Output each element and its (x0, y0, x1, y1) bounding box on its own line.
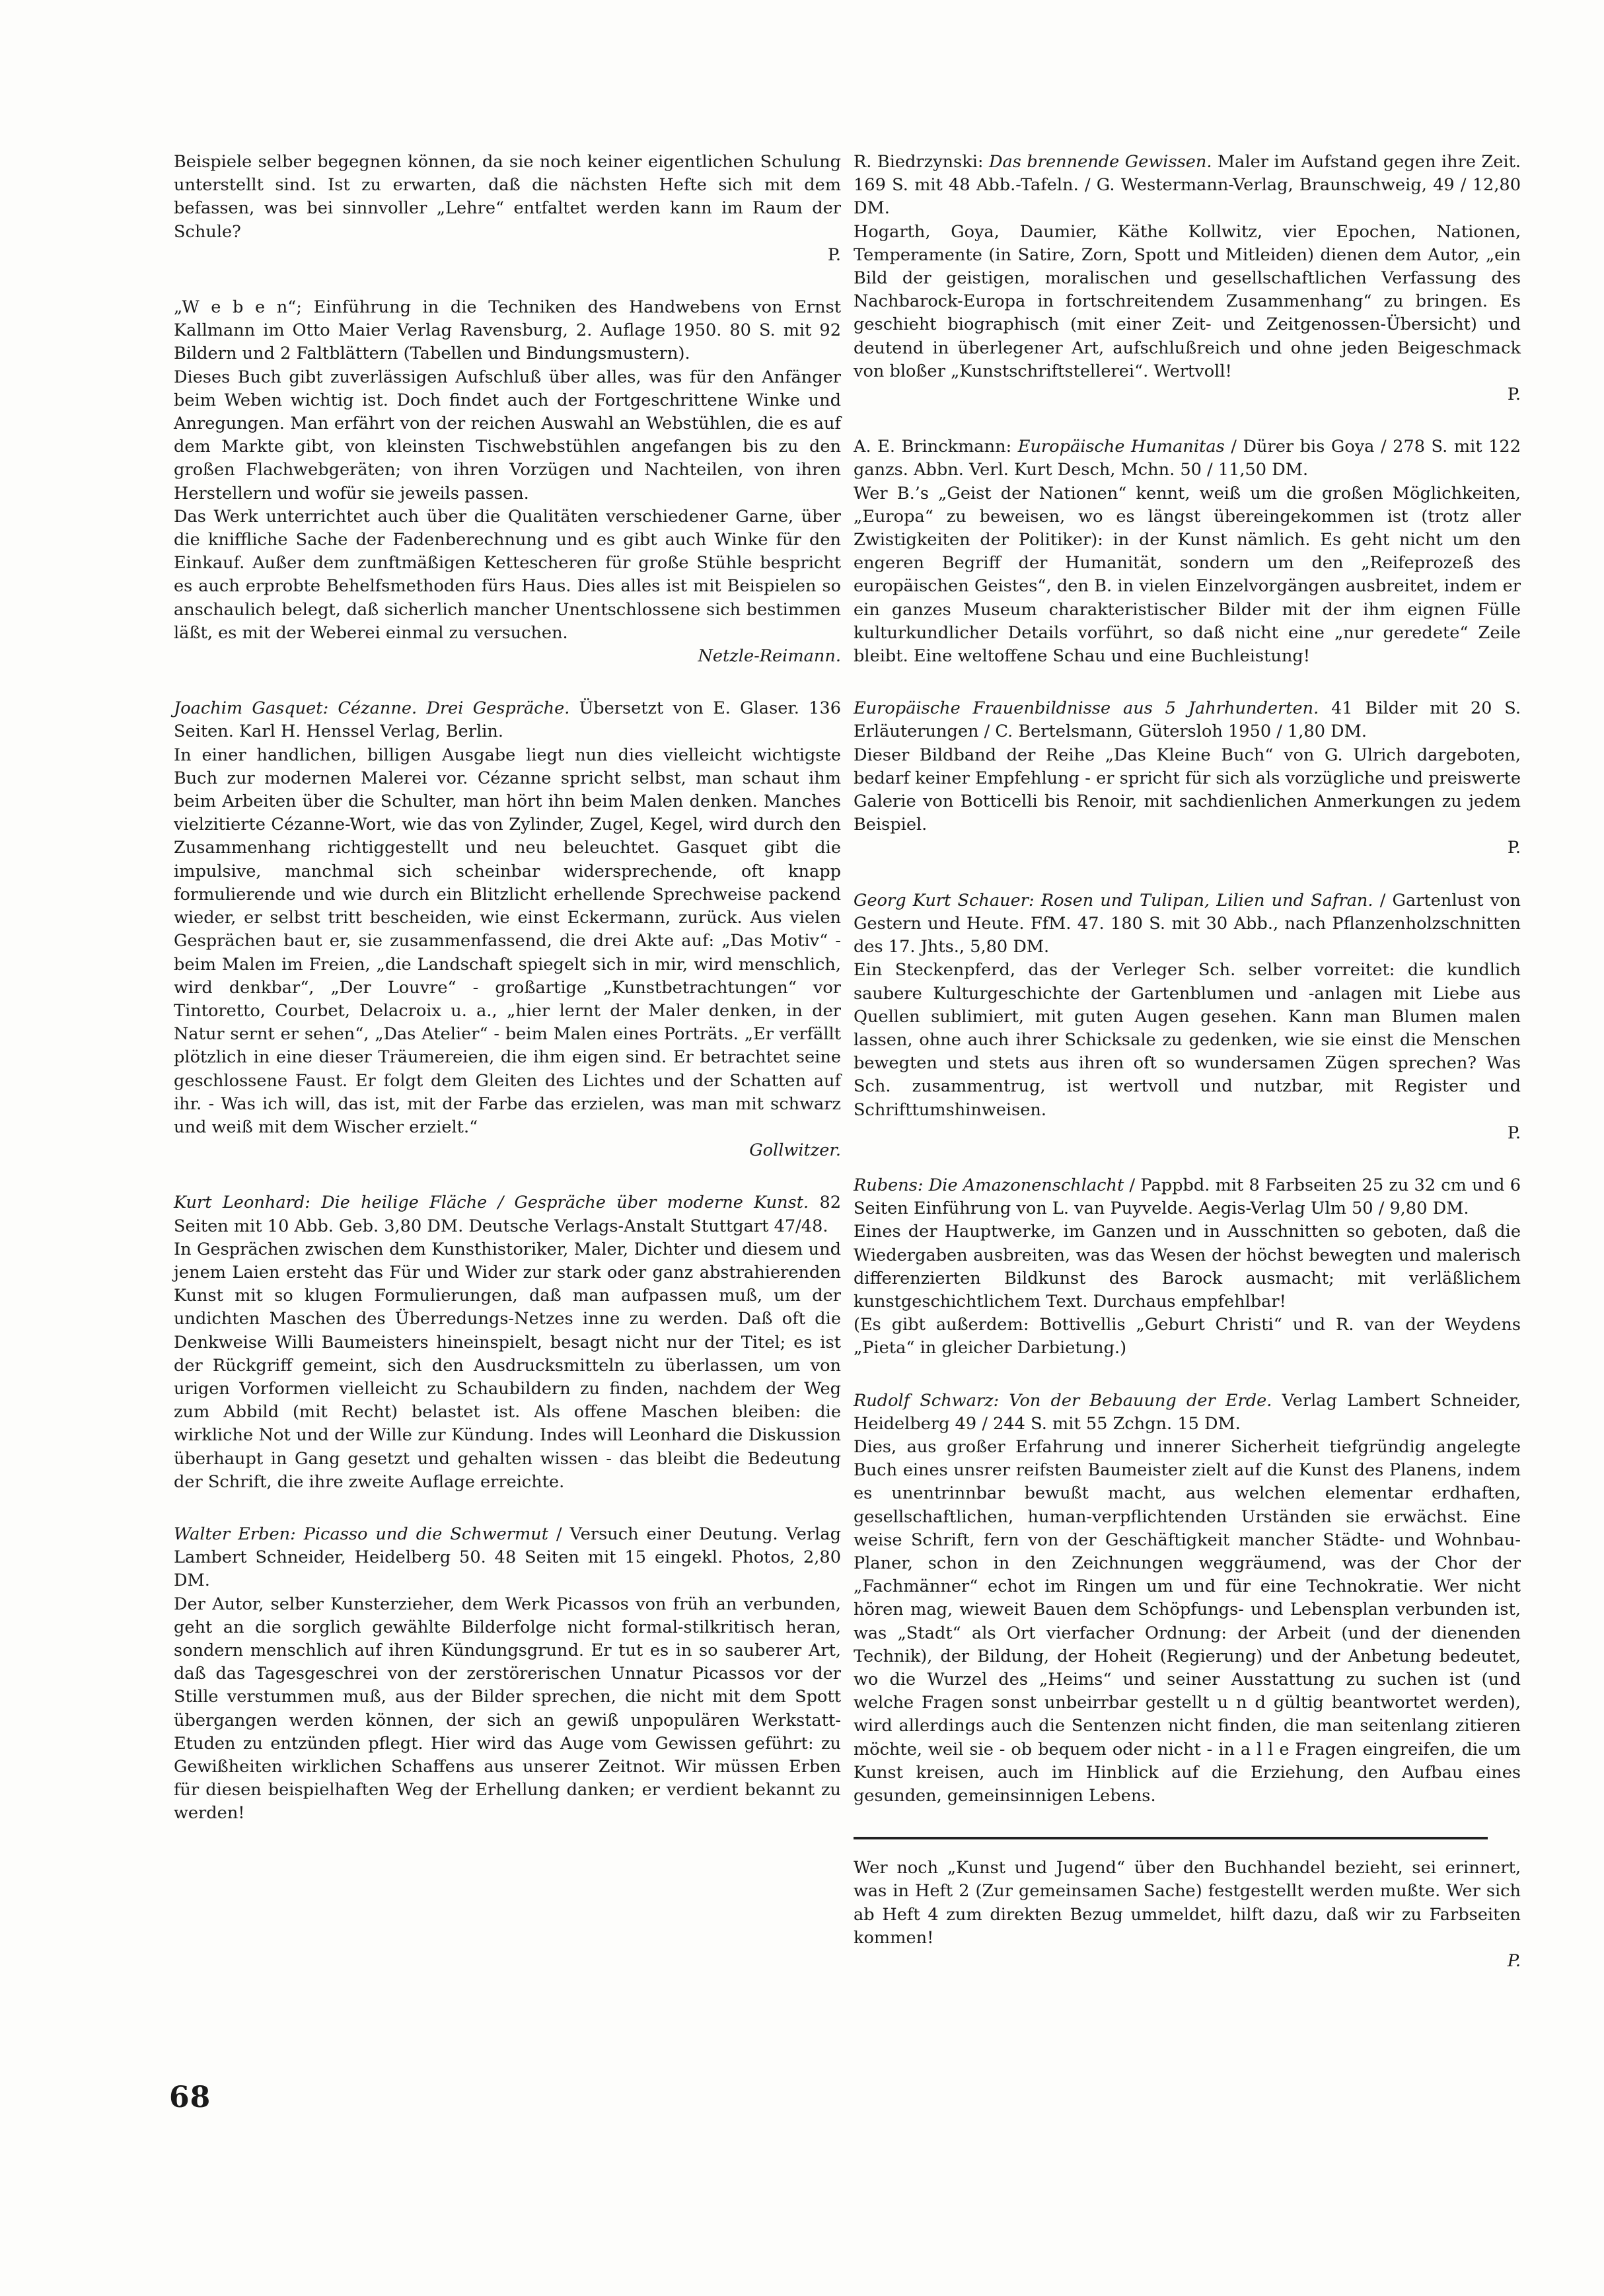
review-header (174, 1191, 841, 1238)
review-header (174, 697, 841, 743)
review-title: Europäische Frauenbildnisse aus 5 Jahrhunderten. (854, 698, 1319, 719)
review-text: Ein Steckenpferd, das der Verleger Sch. selber vorreitet: die kundlich saubere Kulturgeschichte der Gartenblumen und -anlagen mit Liebe aus Quellen sublimiert, mit guten Augen gesehen. Kann man Blumen malen lassen, ohne auch ihrer Schicksale zu gedenken, wie sie einst die Menschen bewegten und stets aus ihren oft so wundersamen Zügen sprechen? Was Sch. zusammentrug, ist wertvoll und nutzbar, mit Register und Schrifttumshinweisen. (854, 960, 1521, 1120)
review-header (854, 889, 1521, 959)
review-weben (174, 296, 841, 668)
review-frauenbildnisse (854, 697, 1521, 860)
review-text: Dieser Bildband der Reihe „Das Kleine Buch“ von G. Ulrich dargeboten, bedarf keiner Empfehlung - er spricht für sich als vorzügliche und preiswerte Galerie von Botticelli bis Renoir, mit sachdienlichen Anmerkungen zu jedem Beispiel. (854, 745, 1521, 835)
review-title: Europäische Humanitas (1017, 437, 1225, 457)
review-author: R. Biedrzynski: (854, 152, 990, 172)
divider-rule (854, 1837, 1488, 1839)
review-gasquet (174, 697, 841, 1162)
review-author: A. E. Brinckmann: (854, 437, 1018, 457)
review-title: Das brennende Gewissen. (989, 152, 1212, 172)
review-signature: Gollwitzer. (749, 1140, 841, 1161)
review-header (854, 697, 1521, 743)
review-brinckmann (854, 435, 1521, 668)
review-signature: Netzle-Reimann. (698, 646, 841, 667)
review-header (174, 296, 841, 366)
right-column (854, 151, 1521, 1973)
page-number: 68 (169, 2081, 211, 2114)
review-title: Rubens: Die Amazonenschlacht (854, 1175, 1124, 1195)
review-text: In Gesprächen zwischen dem Kunsthistoriker, Maler, Dichter und diesem und jenem Laien ersteht das Für und Wider zur stark oder ganz abstrahierenden Kunst mit so klugen Formulierungen, daß man aufpassen muß, um der undichten Maschen des Überredungs-Netzes inne zu werden. Daß oft die Denkweise Willi Baumeisters hineinspielt, besagt nicht nur der Titel; es ist der Rückgriff gemeint, sich den Ausdrucksmitteln zu überlassen, um von urigen Vorformen vielleicht zu Schaubildern zu finden, nachdem der Weg zum Abbild (mit Recht) belastet ist. Als offene Maschen bleiben: die wirkliche Not und der Wille zur Kündung. Indes will Leonhard die Diskussion überhaupt in Gang gesetzt und gehalten wissen - das bleibt die Bedeutung der Schrift, die ihre zweite Auflage erreichte. (174, 1239, 841, 1492)
review-title: Rudolf Schwarz: Von der Bebauung der Erde. (854, 1390, 1272, 1411)
notice-signature: P. (1507, 1951, 1521, 1972)
review-header (854, 1389, 1521, 1436)
review-signature: P. (1507, 1123, 1521, 1143)
review-text: Beispiele selber begegnen können, da sie noch keiner eigentlichen Schulung unterstellt sind. Ist zu erwarten, daß die nächsten Hefte sich mit dem befassen, was bei sinnvoller „Lehre“ entfaltet werden kann im Raum der Schule? (174, 152, 841, 242)
review-signature: P. (1507, 838, 1521, 858)
review-paragraph: (Es gibt außerdem: Bottivellis „Geburt Christi“ und R. van der Weydens „Pieta“ in gleicher Darbietung.) (854, 1315, 1521, 1358)
review-title: Kurt Leonhard: Die heilige Fläche / Gespräche über moderne Kunst. (174, 1193, 809, 1213)
review-header (854, 1174, 1521, 1220)
notice-text: Wer noch „Kunst und Jugend“ über den Buchhandel bezieht, sei erinnert, was in Heft 2 (Zur gemeinsamen Sache) festgestellt werden mußte. Wer sich ab Heft 4 zum direkten Bezug ummeldet, hilft dazu, daß wir zu Farbseiten kommen! (854, 1858, 1521, 1948)
review-rubens (854, 1174, 1521, 1360)
review-header (854, 435, 1521, 482)
review-header (174, 1523, 841, 1593)
review-publication-info: ; Einführung in die Techniken des Handwebens von Ernst Kallmann im Otto Maier Verlag Ravensburg, 2. Auflage 1950. 80 S. mit 92 Bildern und 2 Faltblättern (Tabellen und Bindungsmustern). (174, 297, 841, 364)
review-paragraph: Eines der Hauptwerke, im Ganzen und in Ausschnitten so geboten, daß die Wiedergaben ausbreiten, was das Wesen der höchst bewegten und malerisch differenzierten Bildkunst des Barock ausmacht; mit verläßlichem kunstgeschichtlichem Text. Durchaus empfehlbar! (854, 1222, 1521, 1312)
review-leonhard (174, 1191, 841, 1494)
review-paragraph: Das Werk unterrichtet auch über die Qualitäten verschiedener Garne, über die kniffliche Sache der Fadenberechnung und es gibt auch Winke für den Einkauf. Außer dem zunftmäßigen Kettescheren für große Stühle bespricht es auch erprobte Behelfsmethoden fürs Haus. Dies alles ist mit Beispielen so anschaulich belegt, daß sicherlich mancher Unentschlossene sich bestimmen läßt, es mit der Weberei einmal zu versuchen. (174, 506, 841, 643)
left-column (174, 151, 841, 1855)
review-title: Georg Kurt Schauer: Rosen und Tulipan, Lilien und Safran. (854, 890, 1373, 910)
review-schauer (854, 889, 1521, 1145)
review-title: Joachim Gasquet: Cézanne. Drei Gespräche. (174, 698, 570, 719)
review-text: Der Autor, selber Kunsterzieher, dem Werk Picassos von früh an verbunden, geht an die sorglich gewählte Bilderfolge nicht formal-stilkritisch heran, sondern menschlich auf ihren Kündungsgrund. Er tut es in so sauberer Art, daß das Tagesgeschrei von der zerstörerischen Unnatur Picassos vor der Stille verstummen muß, aus der Bilder sprechen, die nicht mit dem Spott übergangen werden können, der sich an gewiß unpopulären Werkstatt-Etuden zu entzünden pflegt. Hier wird das Auge vom Gewissen geführt: zu Gewißheiten wirklichen Schaffens aus unserer Zeitnot. Wir müssen Erben für diesen beispielhaften Weg der Erhellung danken; er verdient bekannt zu werden! (174, 1594, 841, 1824)
review-signature: P. (1507, 385, 1521, 405)
review-biedrzynski (854, 151, 1521, 406)
review-publication-info: 41 Bilder mit 20 S. Erläuterungen / C. Bertelsmann, Gütersloh 1950 / 1,80 DM. (854, 698, 1521, 742)
review-signature: P. (827, 244, 841, 265)
review-publication-info: Maler im Aufstand gegen ihre Zeit. 169 S. mit 48 Abb.-Tafeln. / G. Westermann-Verlag, Braunschweig, 49 / 12,80 DM. (854, 152, 1521, 219)
review-title: Walter Erben: Picasso und die Schwermut (174, 1524, 549, 1544)
review-text: Dies, aus großer Erfahrung und innerer Sicherheit tiefgründig angelegte Buch eines unsrer reifsten Baumeister zielt auf die Kunst des Planens, indem es unentrinnbar bewußt macht, aus welchen elementar erdhaften, gesellschaftlichen, human-verpflichtenden Urständen sie erwächst. Eine weise Schrift, fern von der Geschäftigkeit mancher Städte- und Wohnbau-Planer, schon in den Zeichnungen weggräumend, was der Chor der „Fachmänner“ echot im Ringen um und für eine Technokratie. Wer nicht hören mag, wieweit Bauen dem Schöpfungs- und Lebensplan verbunden ist, was „Stadt“ als Ort vierfacher Ordnung: der Arbeit (und der dienenden Technik), der Bildung, der Hoheit (Regierung) und der Anbetung bedeutet, wo die Wurzel des „Heims“ und seiner Ausstattung zu suchen ist (und welche Fragen sonst unbeirrbar gestellt u n d gültig beantwortet werden), wird allerdings auch die Sentenzen nicht finden, die man seitenlang zitieren möchte, weil sie - ob bequem oder nicht - in a l l e Fragen eingreifen, die um Kunst kreisen, auch im Hinblick auf die Erziehung, den Aufbau eines gesunden, gemeinsinnigen Lebens. (854, 1436, 1521, 1806)
review-erben (174, 1523, 841, 1826)
review-title: „W e b e n“ (174, 297, 297, 318)
review-publication-info: Übersetzt von E. Glaser. 136 Seiten. Karl H. Henssel Verlag, Berlin. (174, 698, 841, 742)
subscription-notice (854, 1857, 1521, 1973)
review-publication-info: / Gartenlust von Gestern und Heute. FfM. 47. 180 S. mit 30 Abb., nach Pflanzenholzschnitten des 17. Jhts., 5,80 DM. (854, 890, 1521, 957)
review-publication-info: Verlag Lambert Schneider, Heidelberg 49 / 244 S. mit 55 Zchgn. 15 DM. (854, 1390, 1521, 1434)
review-publication-info: / Dürer bis Goya / 278 S. mit 122 ganzs. Abbn. Verl. Kurt Desch, Mchn. 50 / 11,50 DM. (854, 437, 1521, 480)
review-text: Hogarth, Goya, Daumier, Käthe Kollwitz, vier Epochen, Nationen, Temperamente (in Satire, Zorn, Spott und Mitleiden) dienen dem Autor, „ein Bild der geistigen, moralischen und gesellschaftlichen Verfassung des Nachbarock-Europa in fortschreitendem Zusammenhang“ zu bringen. Es geschieht biographisch (mit einer Zeit- und Zeitgenossen-Übersicht) und deutend in überlegener Art, aufschlußreich und ohne jeden Beigeschmack von bloßer „Kunstschriftstellerei“. Wertvoll! (854, 221, 1521, 381)
review-publication-info: 82 Seiten mit 10 Abb. Geb. 3,80 DM. Deutsche Verlags-Anstalt Stuttgart 47/48. (174, 1193, 842, 1236)
review-publication-info: / Pappbd. mit 8 Farbseiten 25 zu 32 cm und 6 Seiten Einführung von L. van Puyvelde. Aegis-Verlag Ulm 50 / 9,80 DM. (854, 1175, 1521, 1219)
review-header (854, 151, 1521, 221)
review-text: In einer handlichen, billigen Ausgabe liegt nun dies vielleicht wichtigste Buch zur modernen Malerei vor. Cézanne spricht selbst, man schaut ihm beim Arbeiten über die Schulter, man hört ihn beim Malen denken. Manches vielzitierte Cézanne-Wort, wie das von Zylinder, Zugel, Kegel, wird durch den Zusammenhang richtiggestellt und neu beleuchtet. Gasquet gibt die impulsive, manchmal sich scheinbar widersprechende, oft knapp formulierende und wie durch ein Blitzlicht erhellende Sprechweise packend wieder, er selbst tritt bescheiden, wie einst Eckermann, zurück. Aus vielen Gesprächen baut er, sie zusammenfassend, die drei Akte auf: „Das Motiv“ - beim Malen im Freien, „die Landschaft spiegelt sich in mir, wird menschlich, wird denkbar“, „Der Louvre“ - großartige „Kunstbetrachtungen“ vor Tintoretto, Courbet, Delacroix u. a., „hier lernt der Maler denken, in der Natur sernt er sehen“, „Das Atelier“ - beim Malen eines Porträts. „Er verfällt plötzlich in eine dieser Träumereien, die ihm eigen sind. Er betrachtet seine geschlossene Faust. Er folgt dem Gleiten des Lichtes und der Schatten auf ihr. - Was ich will, das ist, mit der Farbe das erzielen, was man mit schwarz und weiß mit dem Wischer erzielt.“ (174, 745, 841, 1137)
review-publication-info: / Versuch einer Deutung. Verlag Lambert Schneider, Heidelberg 50. 48 Seiten mit 15 eingekl. Photos, 2,80 DM. (174, 1524, 841, 1591)
review-intro-continuation (174, 151, 841, 267)
review-schwarz (854, 1389, 1521, 1808)
review-text: Wer B.’s „Geist der Nationen“ kennt, weiß um die großen Möglichkeiten, „Europa“ zu beweisen, wo es längst übereingekommen ist (trotz aller Zwistigkeiten der Politiker): in der Kunst nämlich. Es geht nicht um den engeren Begriff der Humanität, sondern um den „Reifeprozeß des europäischen Geistes“, den B. in vielen Einzelvorgängen ausbreitet, indem er ein ganzes Museum charakteristischer Bilder mit der ihm eignen Fülle kulturkundlicher Details vorführt, so daß nicht eine „nur geredete“ Zeile bleibt. Eine weltoffene Schau und eine Buchleistung! (854, 483, 1521, 667)
review-paragraph: Dieses Buch gibt zuverlässigen Aufschluß über alles, was für den Anfänger beim Weben wichtig ist. Doch findet auch der Fortgeschrittene Winke und Anregungen. Man erfährt von der reichen Auswahl an Webstühlen, die es auf dem Markte gibt, von kleinsten Tischwebstühlen angefangen bis zu den großen Flachwebgeräten; von ihren Vorzügen und Nachteilen, von ihren Herstellern und wofür sie jeweils passen. (174, 367, 841, 503)
